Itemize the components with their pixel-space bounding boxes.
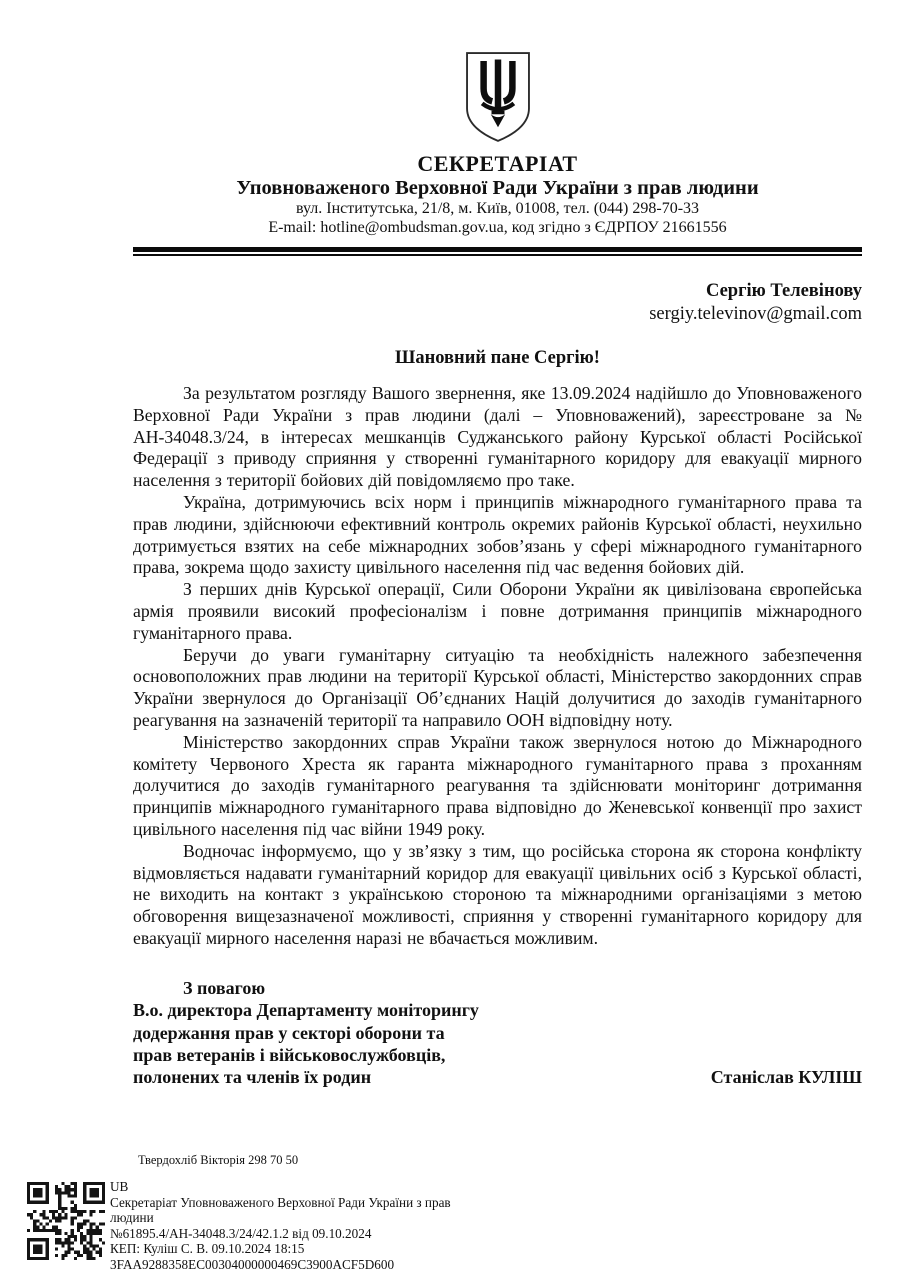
org-name: Уповноваженого Верховної Ради України з прав людини (236, 177, 759, 199)
qr-code-icon (27, 1182, 105, 1260)
letter-content (133, 0, 862, 1089)
signature-block (133, 977, 862, 1089)
org-address: вул. Інститутська, 21/8, м. Київ, 01008, тел. (044) 298-70-33 (295, 200, 700, 217)
stamp-line: 3FAA9288358EC00304000000469C3900ACF5D600 (110, 1256, 395, 1272)
letter-body (133, 383, 862, 950)
digital-signature-stamp (110, 1179, 460, 1273)
stamp-line: Секретаріат Уповноваженого Верховної Ради України з прав людини (110, 1194, 451, 1226)
paragraph: З перших днів Курської операції, Сили Оборони України як цивілізована європейська армія проявили високий професіоналізм і повне дотримання принципів міжнародного гуманітарного права. (133, 579, 862, 643)
recipient-name: Сергію Телевінову (705, 281, 862, 301)
salutation: Шановний пане Сергію! (395, 348, 600, 368)
org-email-line: E-mail: hotline@ombudsman.gov.ua, код згідно з ЄДРПОУ 21661556 (268, 218, 727, 236)
letterhead (133, 0, 862, 256)
stamp-line: КЕП: Куліш С. В. 09.10.2024 18:15 (110, 1241, 305, 1257)
recipient-email: sergiy.televinov@gmail.com (649, 304, 862, 324)
paragraph: Україна, дотримуючись всіх норм і принципів міжнародного гуманітарного права та прав людини, здійснюючи ефективний контроль окремих районів Курської області, неухильно дотримується взятих на себе міжнародних зобов’язань у сфері міжнародного гуманітарного права, зокрема щодо захисту цивільного населення під час ведення бойових дій. (133, 491, 862, 578)
stamp-line: №61895.4/АН-34048.3/24/42.1.2 від 09.10.2024 (110, 1225, 372, 1241)
recipient-block (133, 280, 862, 326)
signature-last-row (133, 1066, 862, 1088)
executor-contact: Твердохліб Вікторія 298 70 50 (138, 1153, 299, 1167)
stamp-line: UB (110, 1179, 129, 1194)
signature-title-line: полонених та членів їх родин (133, 1067, 372, 1088)
signature-title-line: додержання прав у секторі оборони та (133, 1022, 445, 1043)
paragraph: Водночас інформуємо, що у зв’язку з тим, що російська сторона як сторона конфлікту відмовляється надавати гуманітарний коридор для евакуації цивільних осіб з Курської області, не виходить на контакт з українською стороною та міжнародними організаціями з метою обговорення вищезазначеної можливості, сприяння у створенні гуманітарного коридору для евакуації мирного населення наразі не вбачається можливим. (133, 840, 862, 948)
letterhead-divider (133, 247, 862, 256)
signatory-name: Станіслав КУЛІШ (710, 1067, 862, 1088)
org-secretariat-title: СЕКРЕТАРІАТ (417, 151, 578, 176)
signature-title-line: прав ветеранів і військовослужбовців, (133, 1044, 446, 1065)
paragraph: За результатом розгляду Вашого звернення, яке 13.09.2024 надійшло до Уповноваженого Верховної Ради України з прав людини (далі – Уповноважений), зареєстроване за № АН-34048.3/24, в інтересах мешканців Суджанського району Курської області Російської Федерації з приводу сприяння у створенні гуманітарного коридору для евакуації мирного населення з території бойових дій повідомляємо про таке. (133, 383, 862, 491)
signature-closing: З повагою (183, 977, 266, 998)
ukraine-trident-emblem-icon (462, 50, 534, 144)
paragraph: Міністерство закордонних справ України також звернулося нотою до Міжнародного комітету Червоного Хреста як гаранта міжнародного гуманітарного права з проханням долучитися до заходів гуманітарного реагування та здійснювати моніторинг дотримання принципів міжнародного гуманітарного права відповідно до Женевської конвенції про захист цивільного населення під час війни 1949 року. (133, 731, 862, 839)
paragraph: Беручи до уваги гуманітарну ситуацію та необхідність належного забезпечення основоположних прав людини на території Курської області, Міністерство закордонних справ України звернулося до Організації Об’єднаних Націй долучитися до заходів гуманітарного реагування на зазначеній території та направило ООН відповідну ноту. (133, 644, 862, 730)
signature-title-line: В.о. директора Департаменту моніторингу (133, 1000, 479, 1021)
